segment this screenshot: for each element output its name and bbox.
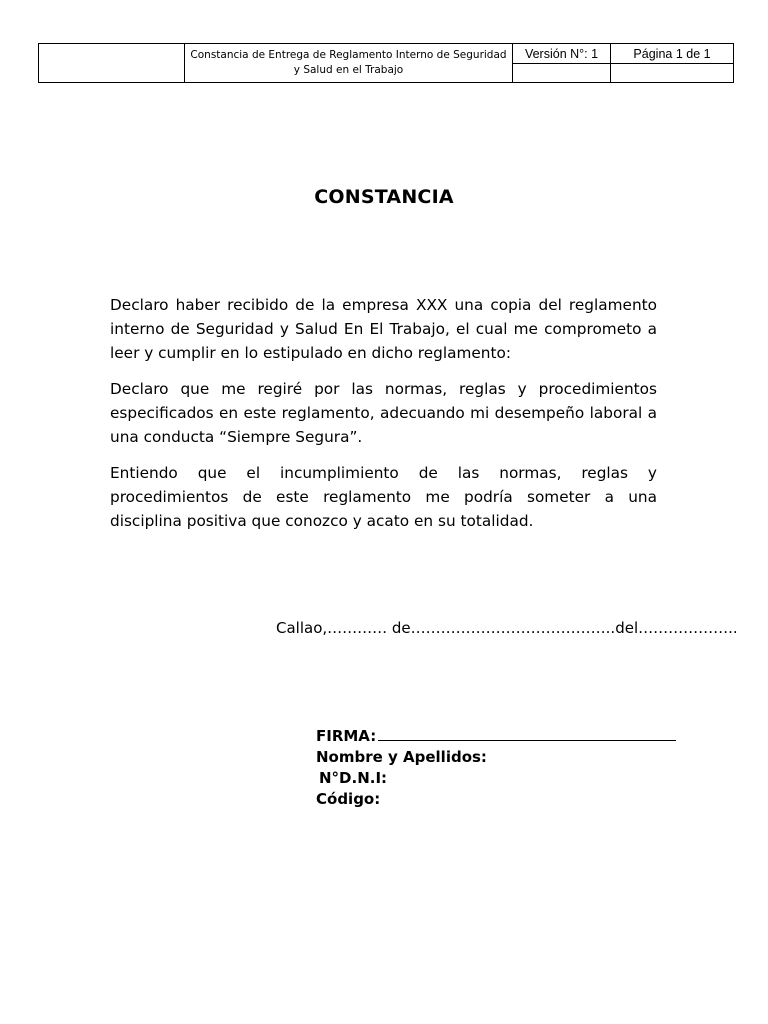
codigo-label: Código: [316, 790, 381, 808]
paragraph: Declaro que me regiré por las normas, reglas y procedimientos especificados en este reglamento, adecuando mi desempeño laboral a una conducta “Siempre Segura”. [110, 380, 657, 446]
body-text [110, 293, 657, 545]
signature-block [316, 726, 676, 810]
page-number-cell: Página 1 de 1 [611, 44, 734, 64]
paragraph: Entiendo que el incumplimiento de las normas, reglas y procedimientos de este reglamento me podría someter a una disciplina positiva que conozco y acato en su totalidad. [110, 464, 657, 530]
page-title: CONSTANCIA [314, 186, 454, 208]
document-header [38, 43, 734, 83]
header-title [185, 44, 513, 83]
logo-cell [39, 44, 185, 83]
header-empty-cell [611, 64, 734, 83]
firma-label: FIRMA: [316, 727, 377, 745]
dni-label: N°D.N.I: [319, 769, 388, 787]
header-title-line2: y Salud en el Trabajo [293, 64, 404, 76]
version-cell: Versión N°: 1 [513, 44, 611, 64]
nombre-label: Nombre y Apellidos: [316, 748, 487, 766]
place-date-line: Callao,………… de…………………………………..del……………….. [276, 619, 738, 637]
paragraph: Declaro haber recibido de la empresa XXX una copia del reglamento interno de Seguridad y Salud En El Trabajo, el cual me comprometo a leer y cumplir en lo estipulado en dicho reglamento: [110, 296, 657, 362]
signature-line [378, 726, 676, 741]
firma-row [316, 726, 676, 747]
header-title-line1: Constancia de Entrega de Reglamento Interno de Seguridad [190, 49, 507, 61]
header-empty-cell [513, 64, 611, 83]
